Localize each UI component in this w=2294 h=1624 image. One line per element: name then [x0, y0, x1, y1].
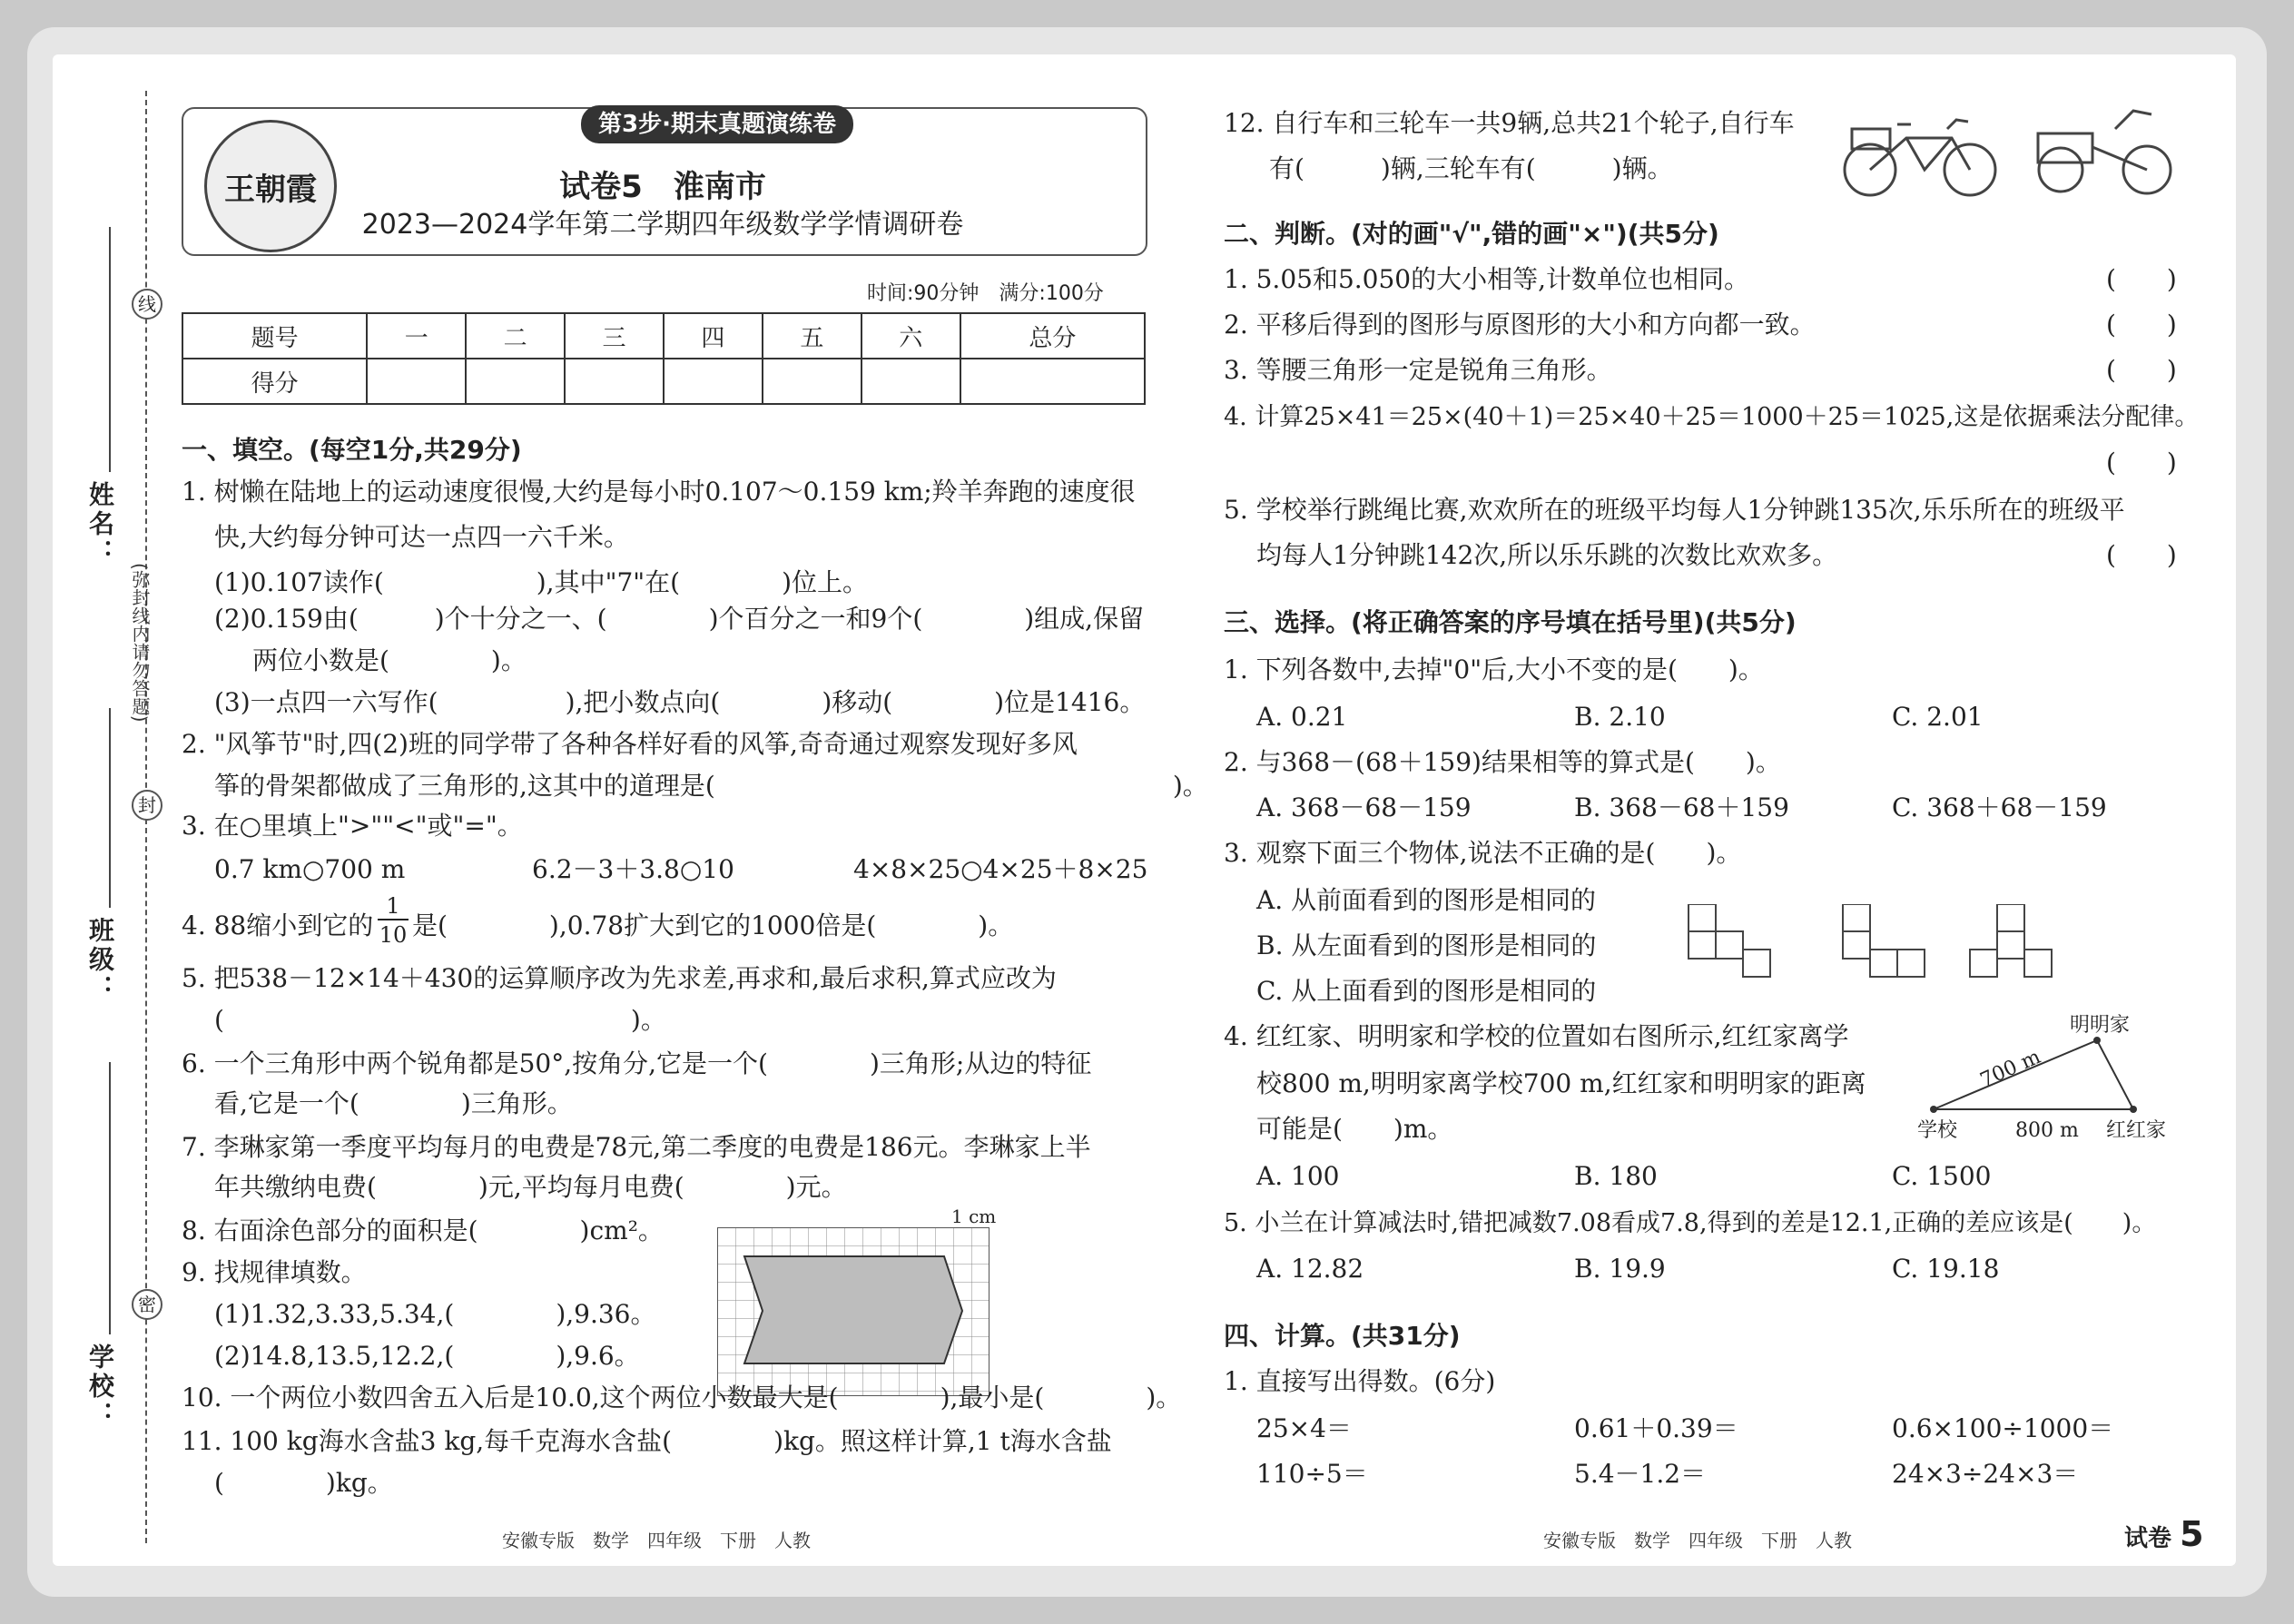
question-11[interactable]: 11. 100 kg海水含盐3 kg,每千克海水含盐( )kg。照这样计算,1 t海水含盐	[182, 1426, 1112, 1456]
judge-5: 5. 学校举行跳绳比赛,欢欢所在的班级平均每人1分钟跳135次,乐乐所在的班级平	[1224, 495, 2125, 525]
question-1-2-cont[interactable]: 两位小数是( )。	[252, 645, 527, 675]
question-1: 1. 树懒在陆地上的运动速度很慢,大约是每小时0.107～0.159 km;羚羊奔跑的速度很	[182, 477, 1136, 507]
choice-3[interactable]: 3. 观察下面三个物体,说法不正确的是( )。	[1224, 838, 1742, 868]
judge-1-answer[interactable]: ( )	[2106, 264, 2177, 294]
class-field[interactable]	[109, 708, 111, 908]
question-2-cont[interactable]: 筝的骨架都做成了三角形的,这其中的道理是( )。	[214, 771, 1208, 801]
judge-1: 1. 5.05和5.050的大小相等,计数单位也相同。	[1224, 264, 1750, 294]
question-3: 3. 在○里填上">""<"或"="。	[182, 811, 523, 841]
page-label: 试卷	[2124, 1525, 2172, 1552]
question-5: 5. 把538－12×14＋430的运算顺序改为先求差,再求和,最后求积,算式应改为	[182, 963, 1057, 993]
question-4[interactable]: 是( ),0.78扩大到它的1000倍是( )。	[412, 910, 1014, 940]
choice-4-option-b[interactable]: B. 180	[1574, 1161, 1658, 1191]
judge-5-answer[interactable]: ( )	[2106, 540, 2177, 570]
score-input[interactable]	[960, 359, 1145, 404]
question-10[interactable]: 10. 一个两位小数四舍五入后是10.0,这个两位小数最大是( ),最小是( )。	[182, 1383, 1182, 1412]
choice-1-option-a[interactable]: A. 0.21	[1256, 702, 1348, 732]
choice-4-option-a[interactable]: A. 100	[1256, 1161, 1340, 1191]
question-3-a[interactable]: 0.7 km○700 m	[214, 854, 406, 884]
choice-5-option-b[interactable]: B. 19.9	[1574, 1254, 1666, 1284]
question-11-cont[interactable]: ( )kg。	[214, 1468, 393, 1498]
map-label-mingming: 明明家	[2070, 1014, 2131, 1037]
school-field[interactable]	[109, 1062, 111, 1334]
score-cell: 五	[763, 313, 861, 359]
binding-note: (弥封线内请勿答题)	[129, 563, 151, 723]
page-number	[2124, 1514, 2204, 1554]
page-number-value: 5	[2180, 1514, 2204, 1554]
choice-1-option-b[interactable]: B. 2.10	[1574, 702, 1666, 732]
name-label: 姓名：	[85, 481, 115, 568]
question-1-3[interactable]: (3)一点四一六写作( ),把小数点向( )移动( )位是1416。	[214, 687, 1146, 717]
shaded-area-figure	[717, 1227, 989, 1396]
grid-unit-label: 1 cm	[951, 1206, 997, 1227]
score-cell: 六	[861, 313, 960, 359]
question-3-c[interactable]: 4×8×25○4×25＋8×25	[853, 854, 1148, 884]
time-info: 时间:90分钟 满分:100分	[867, 282, 1104, 305]
question-1-cont: 快,大约每分钟可达一点四一六千米。	[214, 522, 629, 552]
score-cell: 三	[565, 313, 664, 359]
question-3-b[interactable]: 6.2－3＋3.8○10	[532, 854, 734, 884]
fraction-numerator: 1	[378, 893, 409, 920]
choice-2[interactable]: 2. 与368－(68＋159)结果相等的算式是( )。	[1224, 747, 1781, 777]
section-3-title: 三、选择。(将正确答案的序号填在括号里)(共5分)	[1224, 607, 1797, 637]
cube-objects-figure	[1679, 904, 2061, 986]
choice-1-option-c[interactable]: C. 2.01	[1892, 702, 1984, 732]
shaded-shape	[744, 1256, 962, 1363]
choice-3-option-c[interactable]: C. 从上面看到的图形是相同的	[1256, 976, 1597, 1006]
school-label: 学校：	[85, 1343, 115, 1431]
question-1-2[interactable]: (2)0.159由( )个十分之一、( )个百分之一和9个( )组成,保留	[214, 604, 1145, 634]
question-7-cont[interactable]: 年共缴纳电费( )元,平均每月电费( )元。	[214, 1172, 847, 1202]
bicycle-tricycle-icon	[1843, 102, 2174, 202]
choice-2-option-b[interactable]: B. 368－68＋159	[1574, 792, 1789, 822]
question-4-prefix: 4. 88缩小到它的	[182, 910, 374, 940]
judge-3-answer[interactable]: ( )	[2106, 355, 2177, 385]
score-input[interactable]	[565, 359, 664, 404]
choice-2-option-c[interactable]: C. 368＋68－159	[1892, 792, 2107, 822]
question-6[interactable]: 6. 一个三角形中两个锐角都是50°,按角分,它是一个( )三角形;从边的特征	[182, 1048, 1092, 1078]
fraction-denominator: 10	[379, 922, 408, 948]
score-table-score-row	[182, 359, 1145, 404]
choice-5[interactable]: 5. 小兰在计算减法时,错把减数7.08看成7.8,得到的差是12.1,正确的差应该是( )。	[1224, 1209, 2157, 1237]
section-4-title: 四、计算。(共31分)	[1224, 1321, 1461, 1351]
score-cell: 得分	[182, 359, 367, 404]
choice-4-option-c[interactable]: C. 1500	[1892, 1161, 1992, 1191]
choice-5-option-c[interactable]: C. 19.18	[1892, 1254, 2000, 1284]
section-2-title: 二、判断。(对的画"√",错的画"×")(共5分)	[1224, 219, 1719, 249]
choice-3-option-a[interactable]: A. 从前面看到的图形是相同的	[1256, 885, 1597, 915]
map-distance-700: 700 m	[1976, 1045, 2044, 1093]
calc-item[interactable]: 5.4－1.2＝	[1574, 1459, 1707, 1489]
question-9-1[interactable]: (1)1.32,3.33,5.34,( ),9.36。	[214, 1299, 656, 1329]
binding-char-seal: 封	[132, 790, 162, 821]
question-12: 12. 自行车和三轮车一共9辆,总共21个轮子,自行车	[1224, 108, 1795, 138]
choice-5-option-a[interactable]: A. 12.82	[1256, 1254, 1364, 1284]
score-input[interactable]	[367, 359, 466, 404]
choice-4: 4. 红红家、明明家和学校的位置如右图所示,红红家离学	[1224, 1021, 1849, 1051]
question-5-cont[interactable]: ( )。	[214, 1005, 666, 1035]
left-footer: 安徽专版 数学 四年级 下册 人教	[502, 1530, 811, 1551]
publisher-logo: 王朝霞	[204, 120, 337, 252]
score-input[interactable]	[664, 359, 763, 404]
judge-3: 3. 等腰三角形一定是锐角三角形。	[1224, 355, 1612, 385]
paper-title: 试卷5 淮南市	[559, 169, 766, 205]
question-9-2[interactable]: (2)14.8,13.5,12.2,( ),9.6。	[214, 1341, 640, 1371]
map-label-honghong: 红红家	[2106, 1119, 2167, 1142]
map-label-school: 学校	[1917, 1119, 1958, 1142]
binding-char-line: 线	[132, 289, 162, 320]
paper-subtitle: 2023—2024学年第二学期四年级数学学情调研卷	[361, 209, 964, 241]
question-8[interactable]: 8. 右面涂色部分的面积是( )cm²。	[182, 1216, 664, 1245]
calc-item[interactable]: 0.6×100÷1000＝	[1892, 1413, 2114, 1443]
map-distance-800: 800 m	[2015, 1119, 2079, 1142]
choice-1[interactable]: 1. 下列各数中,去掉"0"后,大小不变的是( )。	[1224, 655, 1764, 684]
score-cell: 四	[664, 313, 763, 359]
binding-char-secret: 密	[132, 1289, 162, 1320]
choice-4-cont: 校800 m,明明家离学校700 m,红红家和明明家的距离	[1256, 1068, 1866, 1098]
calc-item[interactable]: 24×3÷24×3＝	[1892, 1459, 2079, 1489]
class-label: 班级：	[85, 917, 115, 1004]
score-table	[182, 312, 1146, 405]
step-tab: 第3步·期末真题演练卷	[581, 105, 853, 143]
question-9: 9. 找规律填数。	[182, 1257, 367, 1287]
question-7: 7. 李琳家第一季度平均每月的电费是78元,第二季度的电费是186元。李琳家上半	[182, 1132, 1091, 1162]
calc-item[interactable]: 25×4＝	[1256, 1413, 1352, 1443]
judge-4: 4. 计算25×41＝25×(40＋1)＝25×40＋25＝1000＋25＝1025,这是依据乘法分配律。	[1224, 403, 2200, 431]
score-cell: 总分	[960, 313, 1145, 359]
choice-3-option-b[interactable]: B. 从左面看到的图形是相同的	[1256, 930, 1597, 960]
calc-item[interactable]: 110÷5＝	[1256, 1459, 1368, 1489]
score-cell: 题号	[182, 313, 367, 359]
name-field[interactable]	[109, 227, 111, 472]
score-input[interactable]	[861, 359, 960, 404]
calc-1-title: 1. 直接写出得数。(6分)	[1224, 1366, 1496, 1396]
calc-item[interactable]: 0.61＋0.39＝	[1574, 1413, 1738, 1443]
judge-4-answer[interactable]: ( )	[2106, 448, 2177, 477]
judge-2: 2. 平移后得到的图形与原图形的大小和方向都一致。	[1224, 310, 1816, 340]
score-cell: 一	[367, 313, 466, 359]
score-input[interactable]	[466, 359, 565, 404]
question-12-cont[interactable]: 有( )辆,三轮车有( )辆。	[1269, 153, 1673, 183]
right-footer: 安徽专版 数学 四年级 下册 人教	[1543, 1530, 1852, 1551]
choice-2-option-a[interactable]: A. 368－68－159	[1256, 792, 1472, 822]
question-1-1[interactable]: (1)0.107读作( ),其中"7"在( )位上。	[214, 567, 868, 597]
question-2: 2. "风筝节"时,四(2)班的同学带了各种各样好看的风筝,奇奇通过观察发现好多风	[182, 729, 1078, 759]
section-1-title: 一、填空。(每空1分,共29分)	[182, 435, 522, 465]
score-cell: 二	[466, 313, 565, 359]
choice-4-cont-2[interactable]: 可能是( )m。	[1256, 1114, 1453, 1144]
question-6-cont[interactable]: 看,它是一个( )三角形。	[214, 1088, 573, 1118]
judge-5-cont: 均每人1分钟跳142次,所以乐乐跳的次数比欢欢多。	[1256, 540, 1838, 570]
judge-2-answer[interactable]: ( )	[2106, 310, 2177, 340]
score-input[interactable]	[763, 359, 861, 404]
score-table-header-row	[182, 313, 1145, 359]
